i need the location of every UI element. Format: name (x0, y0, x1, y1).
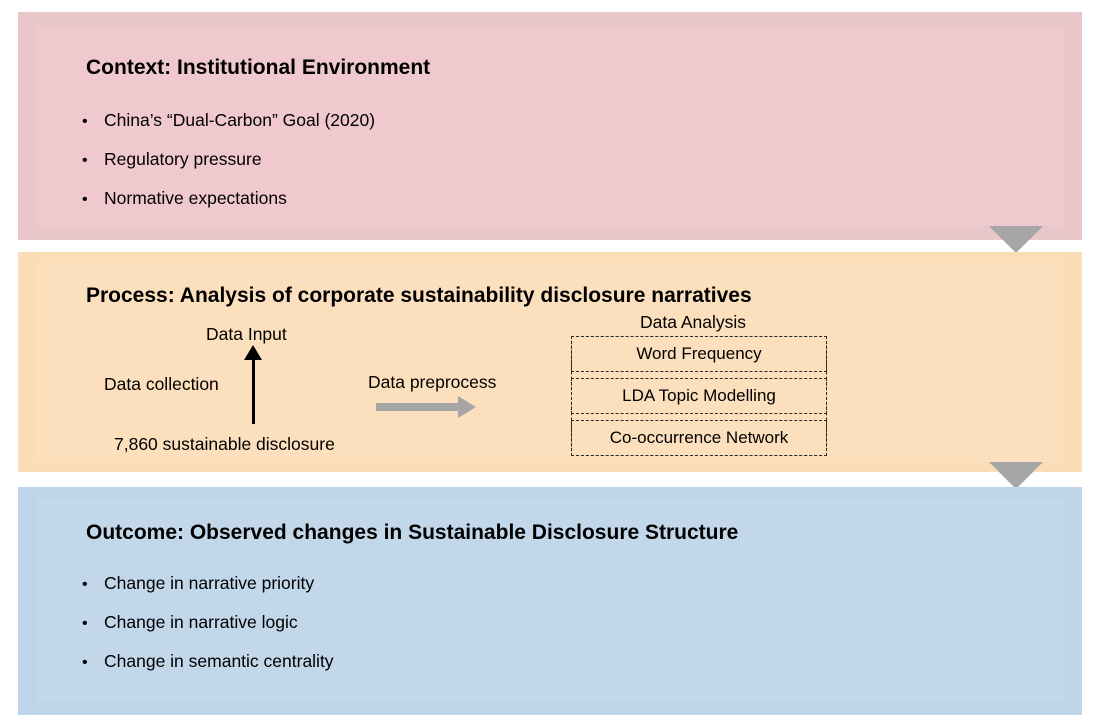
disclosure-count-label: 7,860 sustainable disclosure (114, 434, 335, 454)
list-item-label: Normative expectations (104, 188, 287, 208)
analysis-step-co-occurrence-network: Co-occurrence Network (571, 420, 827, 456)
context-panel (18, 12, 1082, 240)
process-title: Process: Analysis of corporate sustainability disclosure narratives (86, 284, 752, 307)
list-item (82, 612, 334, 651)
data-collection-label: Data collection (104, 374, 219, 394)
context-title: Context: Institutional Environment (86, 56, 431, 79)
data-preprocess-label: Data preprocess (368, 372, 497, 392)
right-arrow-shaft-icon (376, 403, 460, 411)
context-bullet-list (82, 110, 375, 227)
list-item (82, 110, 375, 149)
process-panel (18, 252, 1082, 472)
list-item-label: Change in semantic centrality (104, 651, 334, 671)
down-arrow-icon (989, 462, 1043, 489)
outcome-title: Outcome: Observed changes in Sustainable Disclosure Structure (86, 521, 739, 544)
outcome-bullet-list (82, 573, 334, 690)
bullet-icon: • (82, 152, 88, 169)
bullet-icon: • (82, 615, 88, 632)
down-arrow-icon (989, 226, 1043, 253)
bullet-icon: • (82, 654, 88, 671)
list-item (82, 149, 375, 188)
list-item (82, 573, 334, 612)
outcome-panel-inner (36, 499, 1064, 701)
process-panel-inner (36, 262, 1064, 462)
list-item-label: Change in narrative logic (104, 612, 298, 632)
list-item (82, 188, 375, 227)
analysis-step-word-frequency: Word Frequency (571, 336, 827, 372)
list-item-label: China’s “Dual-Carbon” Goal (2020) (104, 110, 376, 130)
data-analysis-label: Data Analysis (640, 312, 747, 332)
list-item (82, 651, 334, 690)
analysis-step-lda-topic-modelling: LDA Topic Modelling (571, 378, 827, 414)
context-panel-inner (36, 26, 1064, 226)
up-arrow-head-icon (244, 345, 262, 360)
list-item-label: Regulatory pressure (104, 149, 262, 169)
up-arrow-shaft-icon (252, 358, 255, 424)
list-item-label: Change in narrative priority (104, 573, 315, 593)
bullet-icon: • (82, 576, 88, 593)
bullet-icon: • (82, 191, 88, 208)
bullet-icon: • (82, 113, 88, 130)
right-arrow-head-icon (458, 396, 476, 418)
outcome-panel (18, 487, 1082, 715)
data-input-label: Data Input (206, 324, 287, 344)
